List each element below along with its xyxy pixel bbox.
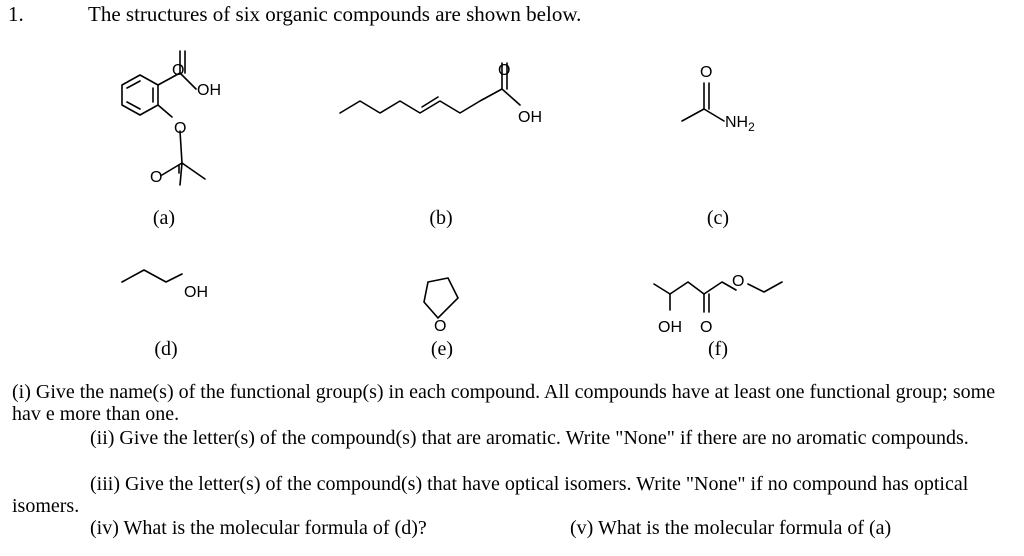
- atom-oh: OH: [197, 82, 221, 99]
- part-iv: (iv) What is the molecular formula of (d)?: [90, 517, 427, 539]
- part-ii: (ii) Give the letter(s) of the compound(s) that are aromatic. Write "None" if there are no aromatic compounds.: [90, 427, 969, 449]
- atom-o: O: [498, 62, 511, 79]
- atom-o: O: [434, 318, 447, 335]
- atom-oh: OH: [184, 284, 208, 301]
- atom-oh: OH: [658, 319, 682, 336]
- label-b: (b): [429, 207, 453, 229]
- structure-f: [640, 262, 800, 342]
- label-a: (a): [152, 207, 176, 229]
- atom-o: O: [172, 62, 185, 79]
- structure-e: [400, 262, 490, 342]
- part-v: (v) What is the molecular formula of (a): [570, 517, 892, 539]
- label-c: (c): [706, 207, 730, 229]
- atom-o: O: [150, 169, 163, 186]
- atom-o: O: [700, 64, 713, 81]
- label-e: (e): [430, 338, 454, 360]
- question-number: 1.: [8, 2, 24, 26]
- structure-b: [330, 55, 590, 135]
- question-title: The structures of six organic compounds are shown below.: [88, 2, 582, 26]
- label-f: (f): [708, 338, 728, 360]
- atom-o: O: [700, 319, 713, 336]
- structure-d: [110, 262, 240, 312]
- label-d: (d): [154, 338, 178, 360]
- atom-o: O: [732, 273, 745, 290]
- structure-a: [100, 55, 240, 215]
- structure-c: [670, 55, 790, 135]
- atom-oh: OH: [518, 109, 542, 126]
- part-i: (i) Give the name(s) of the functional group(s) in each compound. All compounds have at least one functional group; some hav e more than one.: [12, 381, 996, 425]
- part-iii: (iii) Give the letter(s) of the compound(s) that have optical isomers. Write "None" if no compound has optical isomers.: [12, 473, 969, 517]
- atom-nh2: $NH_2$: [725, 114, 755, 134]
- atom-o: O: [174, 120, 187, 137]
